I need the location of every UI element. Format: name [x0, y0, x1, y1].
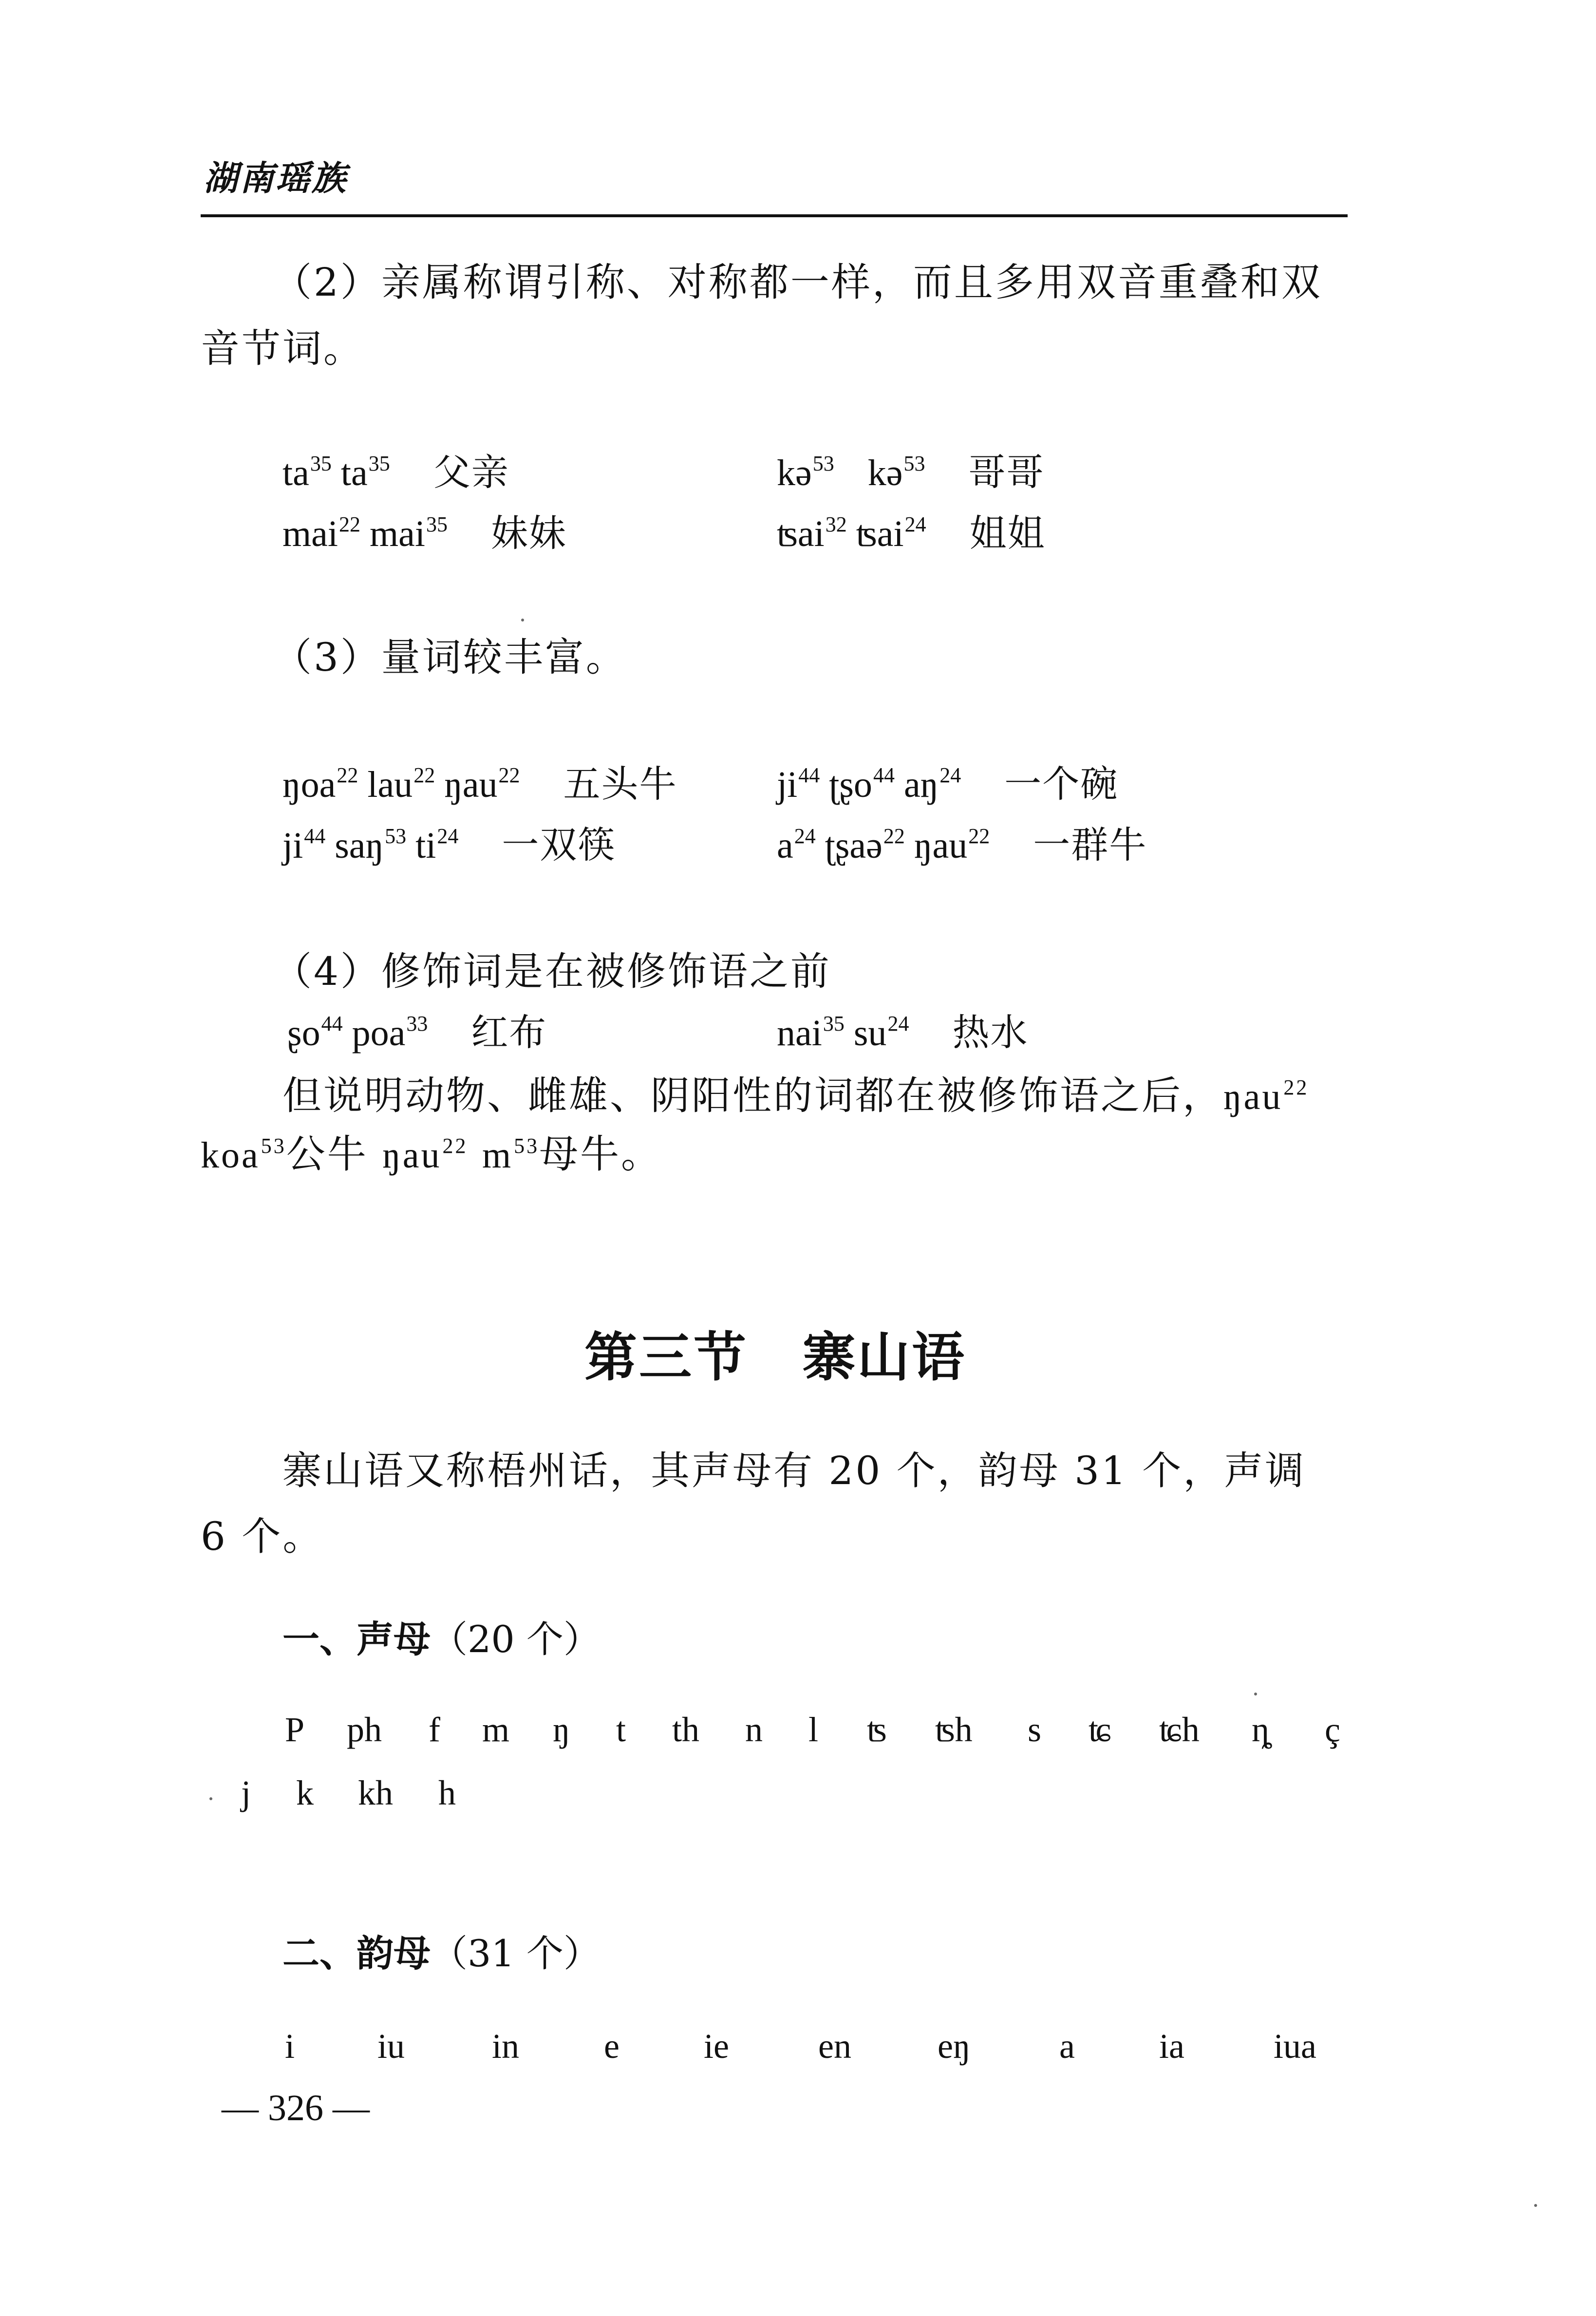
phoneme-item: th	[672, 1710, 700, 1749]
phoneme-item: i	[285, 2027, 295, 2066]
paragraph-4-line1: （4）修饰词是在被修饰语之前	[273, 949, 831, 994]
phoneme-item: l	[808, 1710, 819, 1749]
phoneme-item: t	[616, 1710, 626, 1749]
phoneme-item: ŋ	[553, 1710, 570, 1749]
phoneme-item: iua	[1274, 2027, 1316, 2066]
phoneme-item: ʦ	[867, 1710, 887, 1749]
phoneme-item: iu	[377, 2027, 405, 2066]
phoneme-item: k	[296, 1773, 314, 1812]
phoneme-item: ç	[1325, 1710, 1340, 1749]
example-item: mai$^{22}$ mai$^{35}$ 妹妹	[282, 512, 567, 554]
example-item: ʂo$^{44}$ poa$^{33}$ 红布	[287, 1012, 547, 1054]
phoneme-item: s	[1028, 1710, 1042, 1749]
scan-speck	[1254, 1693, 1257, 1695]
paragraph-3-line1: （3）量词较丰富。	[273, 635, 627, 680]
phoneme-item: ʨh	[1159, 1710, 1200, 1749]
phoneme-item: ʨ	[1089, 1710, 1111, 1749]
example-item: $ji^{44}$ ʈʂo$^{44}$ $aŋ^{24}$ 一个碗	[777, 763, 1119, 805]
phoneme-item: P	[285, 1710, 305, 1749]
initials-heading: 一、声母（20 个）	[282, 1618, 601, 1661]
example-item: ŋoa$^{22}$ lau$^{22}$ ŋau$^{22}$ 五头牛	[282, 763, 677, 805]
intro-line1: 寨山语又称梧州话，其声母有 20 个，韵母 31 个，声调	[282, 1448, 1306, 1493]
phoneme-item: a	[1059, 2027, 1075, 2066]
phoneme-item: ie	[704, 2027, 729, 2066]
phoneme-item: m	[482, 1710, 510, 1749]
paragraph-2-line1: （2）亲属称谓引称、对称都一样，而且多用双音重叠和双	[273, 260, 1322, 305]
phoneme-item: e	[604, 2027, 620, 2066]
paragraph-4-note-line1: 但说明动物、雌雄、阴阳性的词都在被修饰语之后，ŋau$^{22}$	[282, 1073, 1309, 1118]
scan-speck	[521, 619, 524, 621]
phoneme-item: eŋ	[938, 2027, 971, 2066]
phoneme-item: ph	[347, 1710, 382, 1749]
example-item: kə$^{53}$ kə$^{53}$ 哥哥	[777, 452, 1045, 493]
example-item: nai$^{35}$ $su^{24}$ 热水	[777, 1012, 1029, 1054]
phoneme-item: en	[818, 2027, 851, 2066]
phoneme-item: kh	[358, 1773, 393, 1812]
phoneme-item: f	[429, 1710, 440, 1749]
example-item: $ta^{35}$ $ta^{35}$ 父亲	[282, 452, 509, 493]
finals-heading: 二、韵母（31 个）	[282, 1932, 601, 1975]
page-number: — 326 —	[222, 2088, 370, 2128]
example-item: $ji^{44}$ saŋ$^{53}$ $ti^{24}$ 一双筷	[282, 824, 616, 866]
header-rule	[201, 214, 1348, 217]
scan-speck	[1534, 2204, 1537, 2207]
phoneme-item: ia	[1159, 2027, 1184, 2066]
phoneme-item: ʦh	[935, 1710, 973, 1749]
running-header: 湖南瑶族	[204, 158, 348, 198]
phoneme-item: in	[492, 2027, 520, 2066]
paragraph-4-note-line2: koa$^{53}$公牛 ŋau$^{22}$ $m^{53}$母牛。	[201, 1131, 662, 1177]
example-item: ʦai$^{32}$ ʦai$^{24}$ 姐姐	[777, 512, 1046, 554]
phoneme-item: h	[438, 1773, 456, 1812]
scan-speck	[209, 1797, 212, 1800]
section-title: 第三节 寨山语	[584, 1327, 967, 1388]
phoneme-item: ȵ	[1252, 1710, 1269, 1749]
example-item: $a^{24}$ ʈʂaə$^{22}$ ŋau$^{22}$ 一群牛	[777, 824, 1147, 866]
paragraph-2-line2: 音节词。	[201, 326, 364, 371]
phoneme-item: j	[241, 1773, 251, 1812]
phoneme-item: n	[745, 1710, 763, 1749]
intro-line2: 6 个。	[201, 1514, 324, 1559]
